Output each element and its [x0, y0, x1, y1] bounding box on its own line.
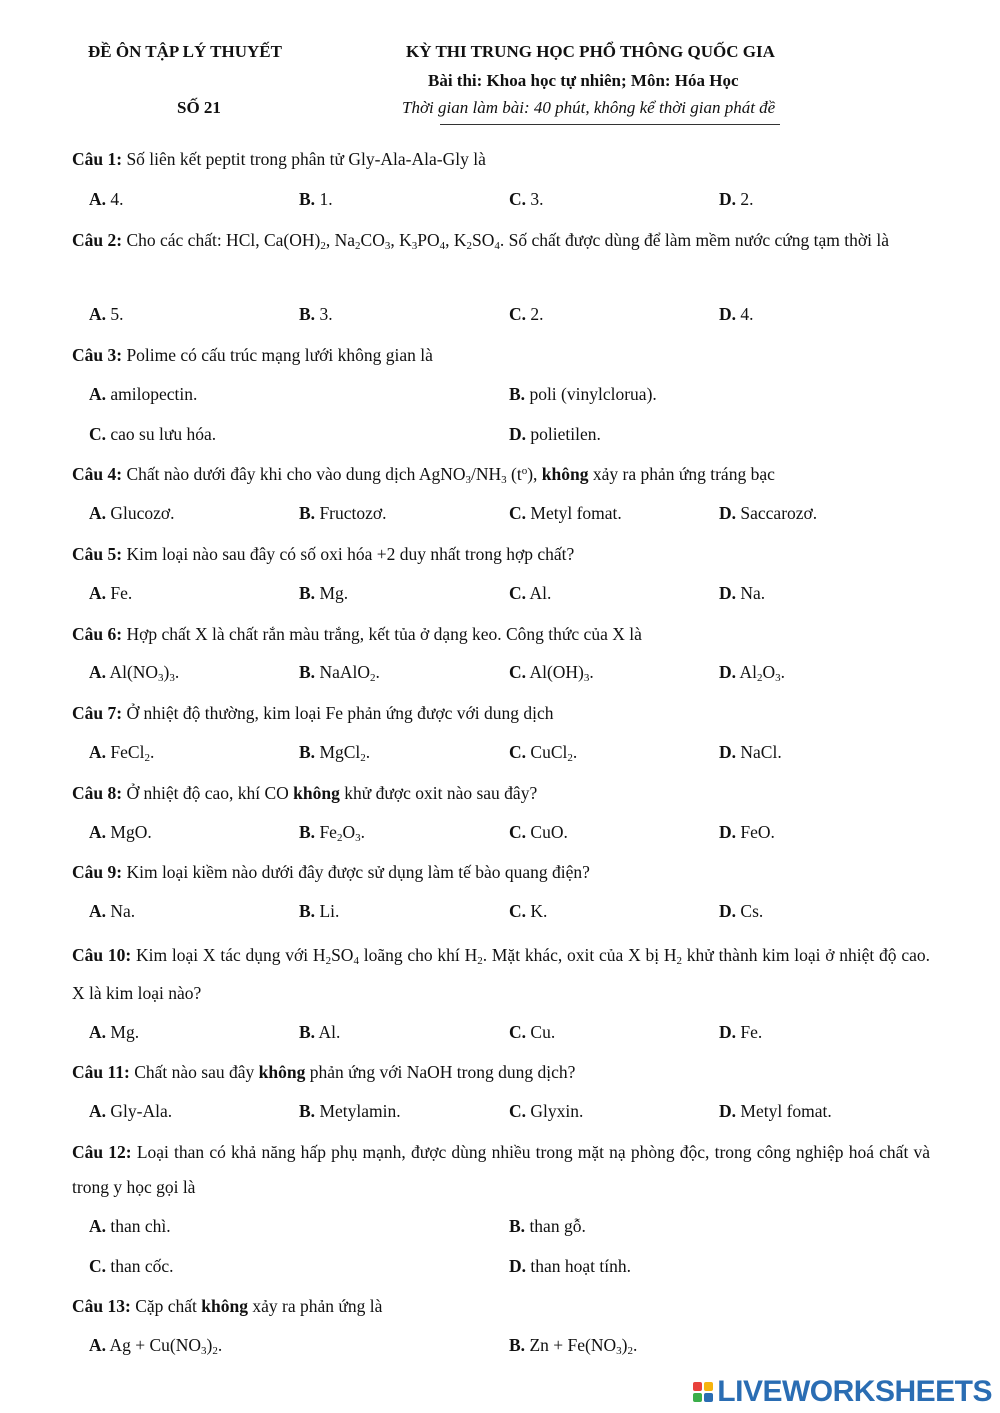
question-1: Câu 1: Số liên kết peptit trong phân tử Gly-Ala-Ala-Gly là: [72, 149, 486, 169]
answer-option[interactable]: D. Saccarozơ.: [719, 503, 818, 523]
question-3-options-row1: [89, 384, 949, 410]
question-3: Câu 3: Polime có cấu trúc mạng lưới không gian là: [72, 345, 433, 365]
answer-option[interactable]: B. Al.: [299, 1022, 341, 1042]
answer-option[interactable]: B. Fructozơ.: [299, 503, 387, 523]
logo-square: [693, 1382, 702, 1391]
answer-option[interactable]: C. Al.: [509, 583, 552, 603]
question-5-options: [89, 583, 949, 609]
question-12-options-row1: [89, 1216, 949, 1242]
exam-name: KỲ THI TRUNG HỌC PHỔ THÔNG QUỐC GIA: [406, 42, 775, 61]
answer-option[interactable]: B. $Zn + Fe(NO_3)_2$.: [509, 1335, 638, 1357]
answer-option[interactable]: A. 4.: [89, 189, 124, 209]
answer-option[interactable]: B. Metylamin.: [299, 1101, 401, 1121]
liveworksheets-brand: [693, 1375, 992, 1409]
question-10: Câu 10: Kim loại X tác dụng với $H_2SO_4$ loãng cho khí $H_2$. Mặt khác, oxit của X bị $H_2$ khử thành kim loại ở nhiệt độ cao. X là kim loại nào?: [72, 945, 930, 1003]
question-9: Câu 9: Kim loại kiềm nào dưới đây được sử dụng làm tế bào quang điện?: [72, 862, 590, 882]
question-1-options: [89, 189, 949, 215]
exam-time: Thời gian làm bài: 40 phút, không kể thời gian phát đề: [402, 98, 776, 117]
question-6: Câu 6: Hợp chất X là chất rắn màu trắng, kết tủa ở dạng keo. Công thức của X là: [72, 624, 642, 644]
answer-option[interactable]: C. cao su lưu hóa.: [89, 424, 217, 444]
question-5: Câu 5: Kim loại nào sau đây có số oxi hóa +2 duy nhất trong hợp chất?: [72, 544, 575, 564]
question-13: Câu 13: Cặp chất không xảy ra phản ứng là: [72, 1296, 383, 1316]
answer-option[interactable]: A. Fe.: [89, 583, 133, 603]
question-6-options: [89, 662, 949, 688]
answer-option[interactable]: A. than chì.: [89, 1216, 171, 1236]
answer-option[interactable]: B. Li.: [299, 901, 340, 921]
logo-square: [693, 1393, 702, 1402]
answer-option[interactable]: D. Metyl fomat.: [719, 1101, 832, 1121]
answer-option[interactable]: C. $Al(OH)_3$.: [509, 662, 594, 684]
question-2-options: [89, 304, 949, 330]
answer-option[interactable]: C. than cốc.: [89, 1256, 174, 1276]
answer-option[interactable]: B. 1.: [299, 189, 333, 209]
question-10-options: [89, 1022, 949, 1048]
question-8-options: [89, 822, 949, 848]
answer-option[interactable]: B. than gỗ.: [509, 1216, 586, 1236]
answer-option[interactable]: C. CuCl$_2$.: [509, 742, 578, 764]
question-7-options: [89, 742, 949, 768]
answer-option[interactable]: B. poli (vinylclorua).: [509, 384, 657, 404]
brand-name: LIVEWORKSHEETS: [717, 1375, 992, 1408]
answer-option[interactable]: D. Fe.: [719, 1022, 763, 1042]
question-11: Câu 11: Chất nào sau đây không phản ứng với NaOH trong dung dịch?: [72, 1062, 576, 1082]
logo-square: [704, 1382, 713, 1391]
question-2: Câu 2: Cho các chất: HCl, $Ca(OH)_2$, $Na_2CO_3$, $K_3PO_4$, $K_2SO_4$. Số chất được dùng để làm mềm nước cứng tạm thời là: [72, 230, 889, 252]
question-11-options: [89, 1101, 949, 1127]
answer-option[interactable]: D. 2.: [719, 189, 754, 209]
question-3-options-row2: [89, 424, 949, 450]
answer-option[interactable]: D. Cs.: [719, 901, 764, 921]
question-9-options: [89, 901, 949, 927]
answer-option[interactable]: D. Na.: [719, 583, 766, 603]
answer-option[interactable]: A. MgO.: [89, 822, 152, 842]
question-4: Câu 4: Chất nào dưới đây khi cho vào dung dịch $AgNO_3/NH_3$ $(t^o)$, không xảy ra phản ứng tráng bạc: [72, 464, 775, 486]
answer-option[interactable]: B. MgCl$_2$.: [299, 742, 371, 764]
answer-option[interactable]: B. $Fe_2O_3$.: [299, 822, 365, 844]
answer-option[interactable]: C. CuO.: [509, 822, 568, 842]
answer-option[interactable]: C. Metyl fomat.: [509, 503, 622, 523]
logo-square: [704, 1393, 713, 1402]
question-8: Câu 8: Ở nhiệt độ cao, khí CO không khử được oxit nào sau đây?: [72, 783, 538, 803]
question-13-options: [89, 1335, 949, 1361]
answer-option[interactable]: C. 2.: [509, 304, 544, 324]
answer-option[interactable]: C. K.: [509, 901, 548, 921]
answer-option[interactable]: D. NaCl.: [719, 742, 782, 762]
answer-option[interactable]: A. amilopectin.: [89, 384, 198, 404]
answer-option[interactable]: C. Glyxin.: [509, 1101, 584, 1121]
answer-option[interactable]: A. $Ag + Cu(NO_3)_2$.: [89, 1335, 223, 1357]
question-4-options: [89, 503, 949, 529]
answer-option[interactable]: B. 3.: [299, 304, 333, 324]
exam-subject: Bài thi: Khoa học tự nhiên; Môn: Hóa Học: [428, 71, 739, 90]
liveworksheets-logo-icon: [693, 1382, 713, 1402]
answer-option[interactable]: C. Cu.: [509, 1022, 556, 1042]
question-12-options-row2: [89, 1256, 949, 1282]
answer-option[interactable]: A. Gly-Ala.: [89, 1101, 173, 1121]
answer-option[interactable]: D. FeO.: [719, 822, 775, 842]
answer-option[interactable]: D. 4.: [719, 304, 754, 324]
answer-option[interactable]: A. Na.: [89, 901, 136, 921]
answer-option[interactable]: D. polietilen.: [509, 424, 601, 444]
question-7: Câu 7: Ở nhiệt độ thường, kim loại Fe phản ứng được với dung dịch: [72, 703, 554, 723]
answer-option[interactable]: A. Glucozơ.: [89, 503, 175, 523]
question-12: Câu 12: Loại than có khả năng hấp phụ mạnh, được dùng nhiều trong mặt nạ phòng độc, trong công nghiệp hoá chất và trong y học gọi là: [72, 1142, 930, 1197]
answer-option[interactable]: D. $Al_2O_3$.: [719, 662, 785, 684]
answer-option[interactable]: D. than hoạt tính.: [509, 1256, 631, 1276]
answer-option[interactable]: B. Mg.: [299, 583, 349, 603]
answer-option[interactable]: A. 5.: [89, 304, 124, 324]
exam-series-title: ĐỀ ÔN TẬP LÝ THUYẾT: [88, 42, 282, 61]
answer-option[interactable]: C. 3.: [509, 189, 544, 209]
header-divider: [440, 124, 780, 125]
answer-option[interactable]: A. FeCl$_2$.: [89, 742, 155, 764]
answer-option[interactable]: A. Mg.: [89, 1022, 140, 1042]
answer-option[interactable]: A. $Al(NO_3)_3$.: [89, 662, 180, 684]
exam-number: SỐ 21: [177, 98, 221, 117]
answer-option[interactable]: B. NaAlO$_2$.: [299, 662, 380, 684]
